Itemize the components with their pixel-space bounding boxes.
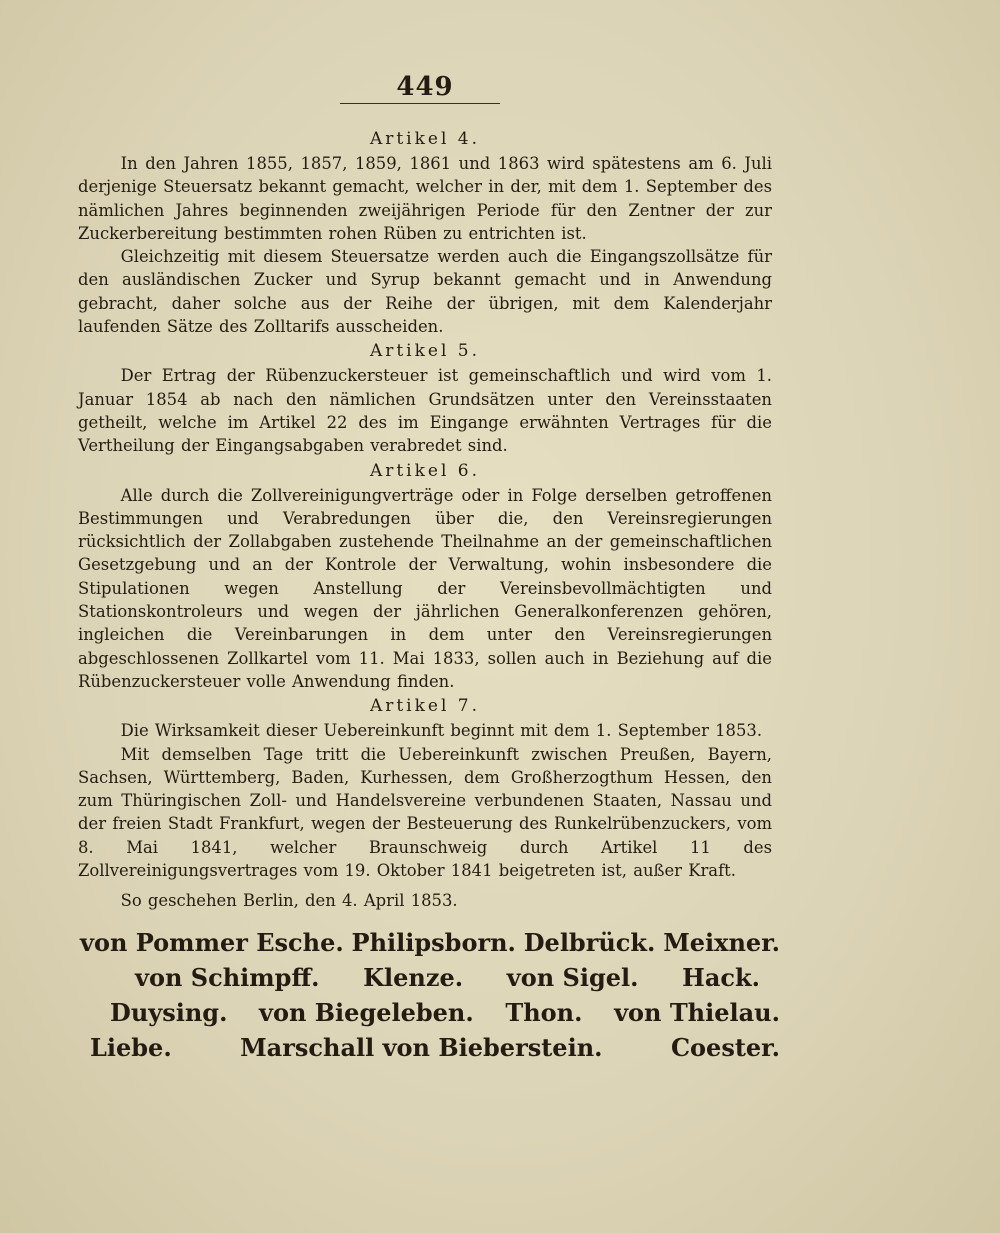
paragraph: Der Ertrag der Rübenzuckersteuer ist gemeinschaftlich und wird vom 1. Januar 1854 ab nach den nämlichen Grundsätzen unter den Vereinsstaaten getheilt, welche im Artikel 22 des im Eingange erwähnten Vertrages für die Vertheilung der Eingangsabgaben verabredet sind.	[78, 366, 772, 456]
article-heading: Artikel 4.	[369, 129, 481, 149]
signature: Marschall von Bieberstein.	[240, 1033, 603, 1062]
signature: Klenze.	[363, 963, 464, 992]
closing-line: So geschehen Berlin, den 4. April 1853.	[120, 891, 458, 911]
signature: Philipsborn.	[351, 928, 516, 957]
signature: von Thielau.	[614, 998, 780, 1027]
signature: Hack.	[682, 963, 760, 992]
article-heading: Artikel 5.	[369, 341, 481, 362]
article-heading: Artikel 6.	[369, 460, 481, 481]
paragraph: Gleichzeitig mit diesem Steuersatze werden auch die Eingangszollsätze für den ausländischen Zucker und Syrup bekannt gemacht und in Anwendung gebracht, daher solche aus der Reihe der übrigen, mit dem Kalenderjahr laufenden Sätze des Zolltarifs ausscheiden.	[78, 247, 772, 337]
paragraph: Die Wirksamkeit dieser Uebereinkunft beginnt mit dem 1. September 1853.	[120, 721, 763, 741]
signature: Delbrück.	[523, 928, 656, 957]
signature: von Pommer Esche.	[80, 928, 344, 957]
paragraph: Mit demselben Tage tritt die Uebereinkunft zwischen Preußen, Bayern, Sachsen, Württemberg, Baden, Kurhessen, dem Großherzogthum Hessen, den zum Thüringischen Zoll- und Handelsvereine verbundenen Staaten, Nassau und der freien Stadt Frankfurt, wegen der Besteuerung des Runkelrübenzuckers, vom 8. Mai 1841, welcher Braunschweig durch Artikel 11 des Zollvereinigungsvertrages vom 19. Oktober 1841 beigetreten ist, außer Kraft.	[78, 744, 772, 881]
signature: Meixner.	[663, 928, 780, 957]
paragraph: In den Jahren 1855, 1857, 1859, 1861 und 1863 wird spätestens am 6. Juli derjenige Steuersatz bekannt gemacht, welcher in der, mit dem 1. September des nämlichen Jahres beginnenden zweijährigen Periode für den Zentner der zur Zuckerbereitung bestimmten rohen Rüben zu entrichten ist.	[78, 154, 772, 243]
signature: Liebe.	[90, 1033, 172, 1062]
signature-block	[80, 925, 780, 1065]
page-number: 449	[396, 72, 454, 102]
paragraph: Alle durch die Zollvereinigungverträge oder in Folge derselben getroffenen Bestimmungen und Verabredungen über die, den Vereinsregierungen rücksichtlich der Zollabgaben zustehende Theilnahme an der gemeinschaftlichen Gesetzgebung und an der Kontrole der Verwaltung, wohin insbesondere die Stipulationen wegen Anstellung der Vereinsbevollmächtigten und Stationskontroleurs und wegen der jährlichen Generalkonferenzen gehören, ingleichen die Vereinbarungen in dem unter den Vereinsregierungen abgeschlossenen Zollkartel vom 11. Mai 1833, sollen auch in Beziehung auf die Rübenzuckersteuer volle Anwendung finden.	[78, 485, 772, 691]
signature-row	[80, 1030, 780, 1065]
signature: von Sigel.	[506, 963, 639, 992]
document-body	[78, 126, 772, 914]
signature-row	[80, 995, 780, 1030]
signature-row	[80, 960, 780, 995]
signature-row	[80, 925, 780, 960]
signature: Thon.	[505, 998, 583, 1027]
signature: Coester.	[670, 1033, 780, 1062]
signature: von Schimpff.	[135, 963, 320, 992]
header-rule	[340, 103, 500, 104]
article-heading: Artikel 7.	[369, 696, 481, 717]
signature: von Biegeleben.	[259, 998, 474, 1027]
signature: Duysing.	[110, 998, 228, 1027]
